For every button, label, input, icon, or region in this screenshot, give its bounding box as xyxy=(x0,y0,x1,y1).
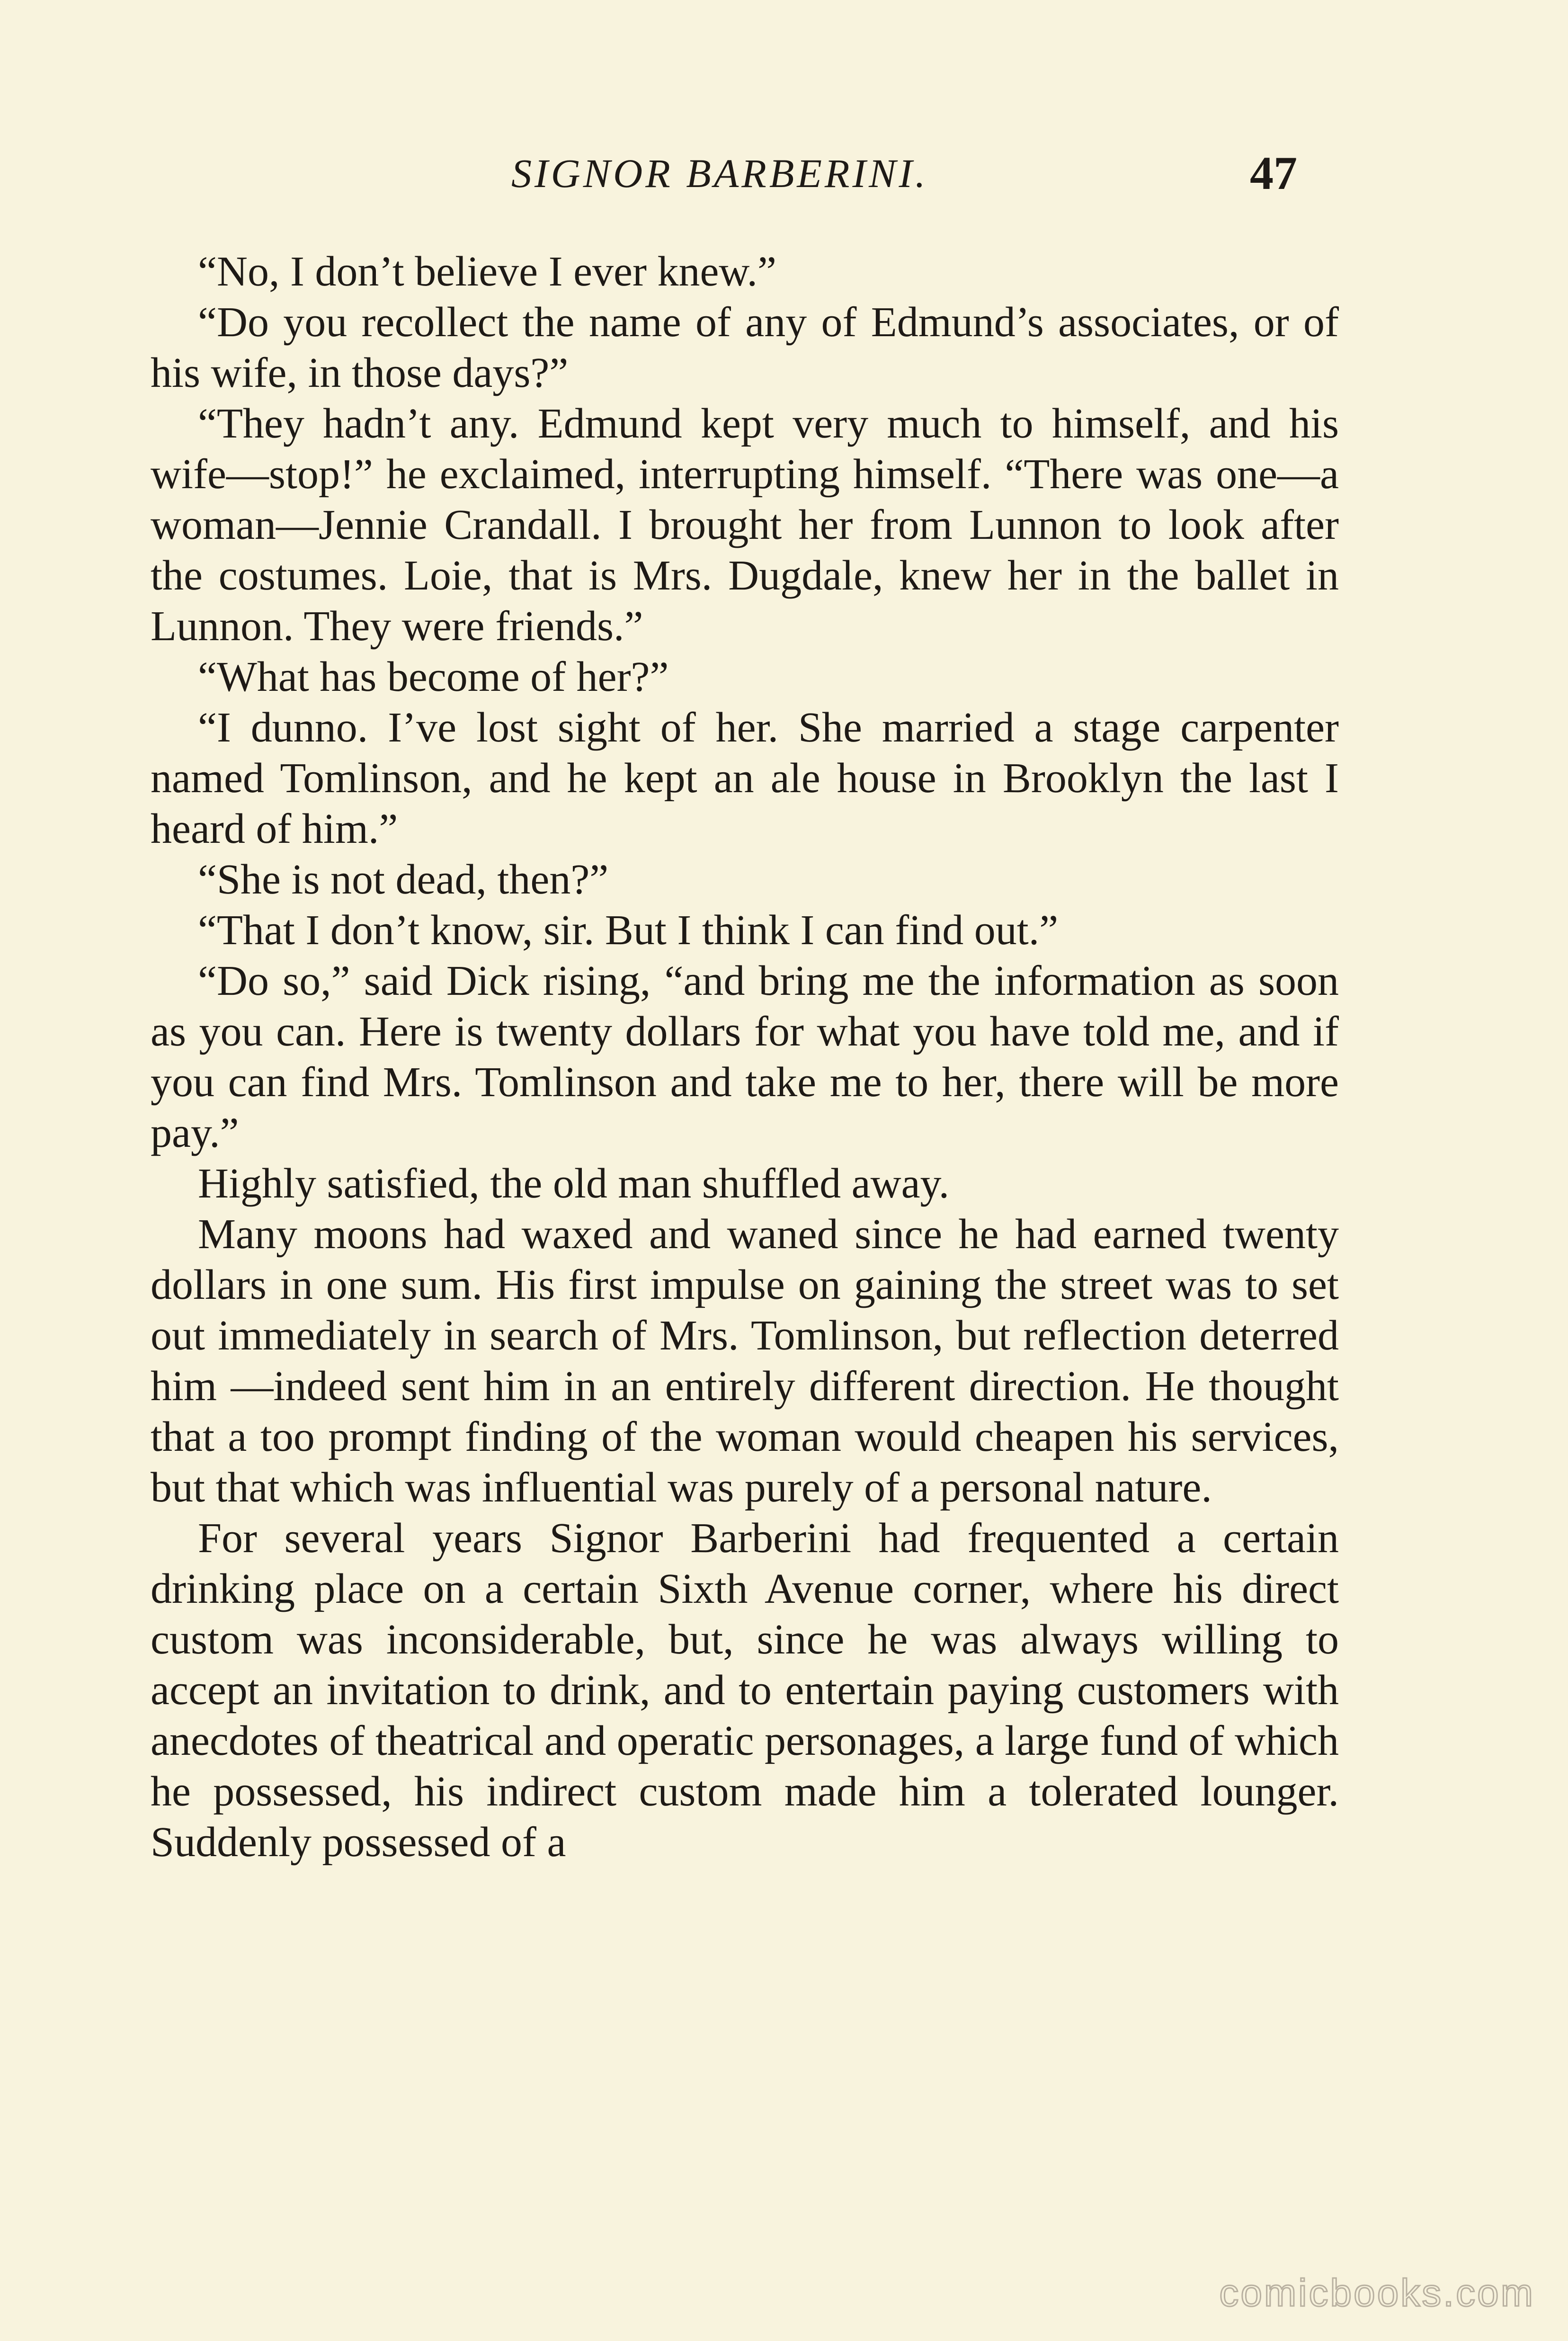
running-title: SIGNOR BARBERINI. xyxy=(511,151,928,196)
paragraph: “No, I don’t believe I ever knew.” xyxy=(198,248,776,295)
paragraph: “That I don’t know, sir. But I think I can find out.” xyxy=(198,907,1059,954)
paragraph: “Do you recollect the name of any of Edmund’s associates, or of his wife, in those days?” xyxy=(151,299,1339,396)
running-head xyxy=(0,147,1568,206)
body-text xyxy=(151,246,1339,1867)
paragraph: “Do so,” said Dick rising, “and bring me the information as soon as you can. Here is twenty dollars for what you have told me, and if you can find Mrs. Tomlinson and take me to her, there will be more pay.” xyxy=(151,957,1339,1156)
paragraph: Many moons had waxed and waned since he had earned twenty dollars in one sum. His first impulse on gaining the street was to set out immediately in search of Mrs. Tomlinson, but reflection deterred him —indeed sent him in an entirely different direction. He thought that a too prompt finding of the woman would cheapen his services, but that which was influential was purely of a personal nature. xyxy=(151,1211,1339,1511)
paragraph: “What has become of her?” xyxy=(198,653,669,700)
paragraph: “She is not dead, then?” xyxy=(198,856,609,903)
watermark: comicbooks.com xyxy=(1219,2271,1535,2314)
paragraph: For several years Signor Barberini had frequented a certain drinking place on a certain Sixth Avenue corner, where his direct custom was inconsiderable, but, since he was always willing to accept an invitation to drink, and to entertain paying customers with anecdotes of theatrical and operatic personages, a large fund of which he possessed, his indirect custom made him a tolerated lounger. Suddenly possessed of a xyxy=(151,1515,1339,1866)
page-number: 47 xyxy=(1250,147,1297,199)
paragraph: “I dunno. I’ve lost sight of her. She married a stage carpenter named Tomlinson, and he kept an ale house in Brooklyn the last I heard of him.” xyxy=(151,704,1339,852)
paragraph: Highly satisfied, the old man shuffled away. xyxy=(198,1160,950,1207)
paragraph: “They hadn’t any. Edmund kept very much to himself, and his wife—stop!” he exclaimed, interrupting himself. “There was one—a woman—Jennie Crandall. I brought her from Lunnon to look after the costumes. Loie, that is Mrs. Dugdale, knew her in the ballet in Lunnon. They were friends.” xyxy=(151,400,1339,650)
